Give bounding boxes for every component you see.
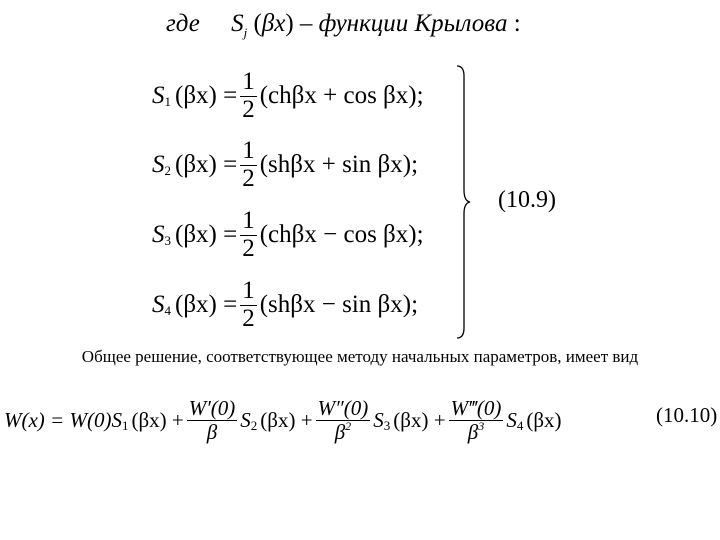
krylov-row [152,202,424,268]
half-fraction [240,138,257,192]
general-solution-text: Общее решение, соответствующее методу начальных параметров, имеет вид [81,347,639,366]
general-solution-formula [4,384,562,456]
beta-power: 3 [478,418,485,433]
colon: : [513,10,521,37]
row-body: (shβx + sin βx); [259,151,419,178]
fraction-numerator: 1 [242,68,255,96]
half-fraction [240,208,257,262]
row-symbol: S [152,82,165,109]
term-denominator [466,418,486,444]
row-body: (shβx − sin βx); [259,291,419,318]
equation-number-10-9: (10.9) [498,187,556,213]
beta: β [206,419,218,444]
row-argument: (βx) = [175,82,238,109]
right-brace [455,64,471,340]
func-argument: (βx) [253,10,294,37]
row-index: 4 [164,303,171,318]
formula-lhs-arg: (βx) + [131,407,184,432]
row-index: 3 [164,233,171,248]
krylov-description: функции Крылова [318,10,508,37]
formula-lhs: W(x) = W(0)S [4,407,122,432]
row-symbol: S [152,221,165,248]
formula-lhs-index: 1 [121,418,129,433]
krylov-row [152,63,424,129]
row-argument: (βx) = [175,151,238,178]
term-denominator [333,418,353,444]
row-symbol: S [152,151,165,178]
beta: β [334,419,346,444]
term-index: 3 [383,418,391,433]
term-tail: (βx) + [260,407,313,432]
term-fraction [449,397,504,442]
term-tail: (βx) + [393,407,446,432]
term-symbol: S [240,407,251,432]
row-argument: (βx) = [175,221,238,248]
row-body: (chβx + cos βx); [259,82,424,109]
term-symbol: S [373,407,384,432]
half-fraction [240,69,257,123]
fraction-numerator: 1 [242,207,255,235]
krylov-definition-heading [166,10,521,38]
equation-number-10-10: (10.10) [656,403,718,427]
term-tail: (βx) [526,407,562,432]
krylov-row [152,272,418,338]
row-body: (chβx − cos βx); [259,221,424,248]
term-numerator: W′(0) [188,396,236,421]
fraction-numerator: 1 [242,137,255,165]
where-word: где [166,10,200,37]
term-index: 2 [250,418,258,433]
func-subscript: j [243,25,248,40]
term-fraction [187,397,238,442]
term-index: 4 [516,418,524,433]
row-index: 1 [164,94,171,109]
row-index: 2 [164,163,171,178]
row-argument: (βx) = [175,291,238,318]
beta-power: 2 [345,418,352,433]
half-fraction [240,278,257,332]
fraction-denominator: 2 [242,234,255,262]
term-numerator: W″(0) [317,396,369,421]
fraction-numerator: 1 [242,277,255,305]
dash: – [299,10,313,37]
term-denominator [205,421,219,443]
term-symbol: S [506,407,517,432]
term-fraction [316,397,371,442]
fraction-denominator: 2 [242,95,255,123]
krylov-row [152,132,418,198]
fraction-denominator: 2 [242,304,255,332]
func-symbol: S [231,10,244,37]
fraction-denominator: 2 [242,164,255,192]
beta: β [467,419,479,444]
row-symbol: S [152,291,165,318]
term-numerator: W‴(0) [450,396,502,421]
